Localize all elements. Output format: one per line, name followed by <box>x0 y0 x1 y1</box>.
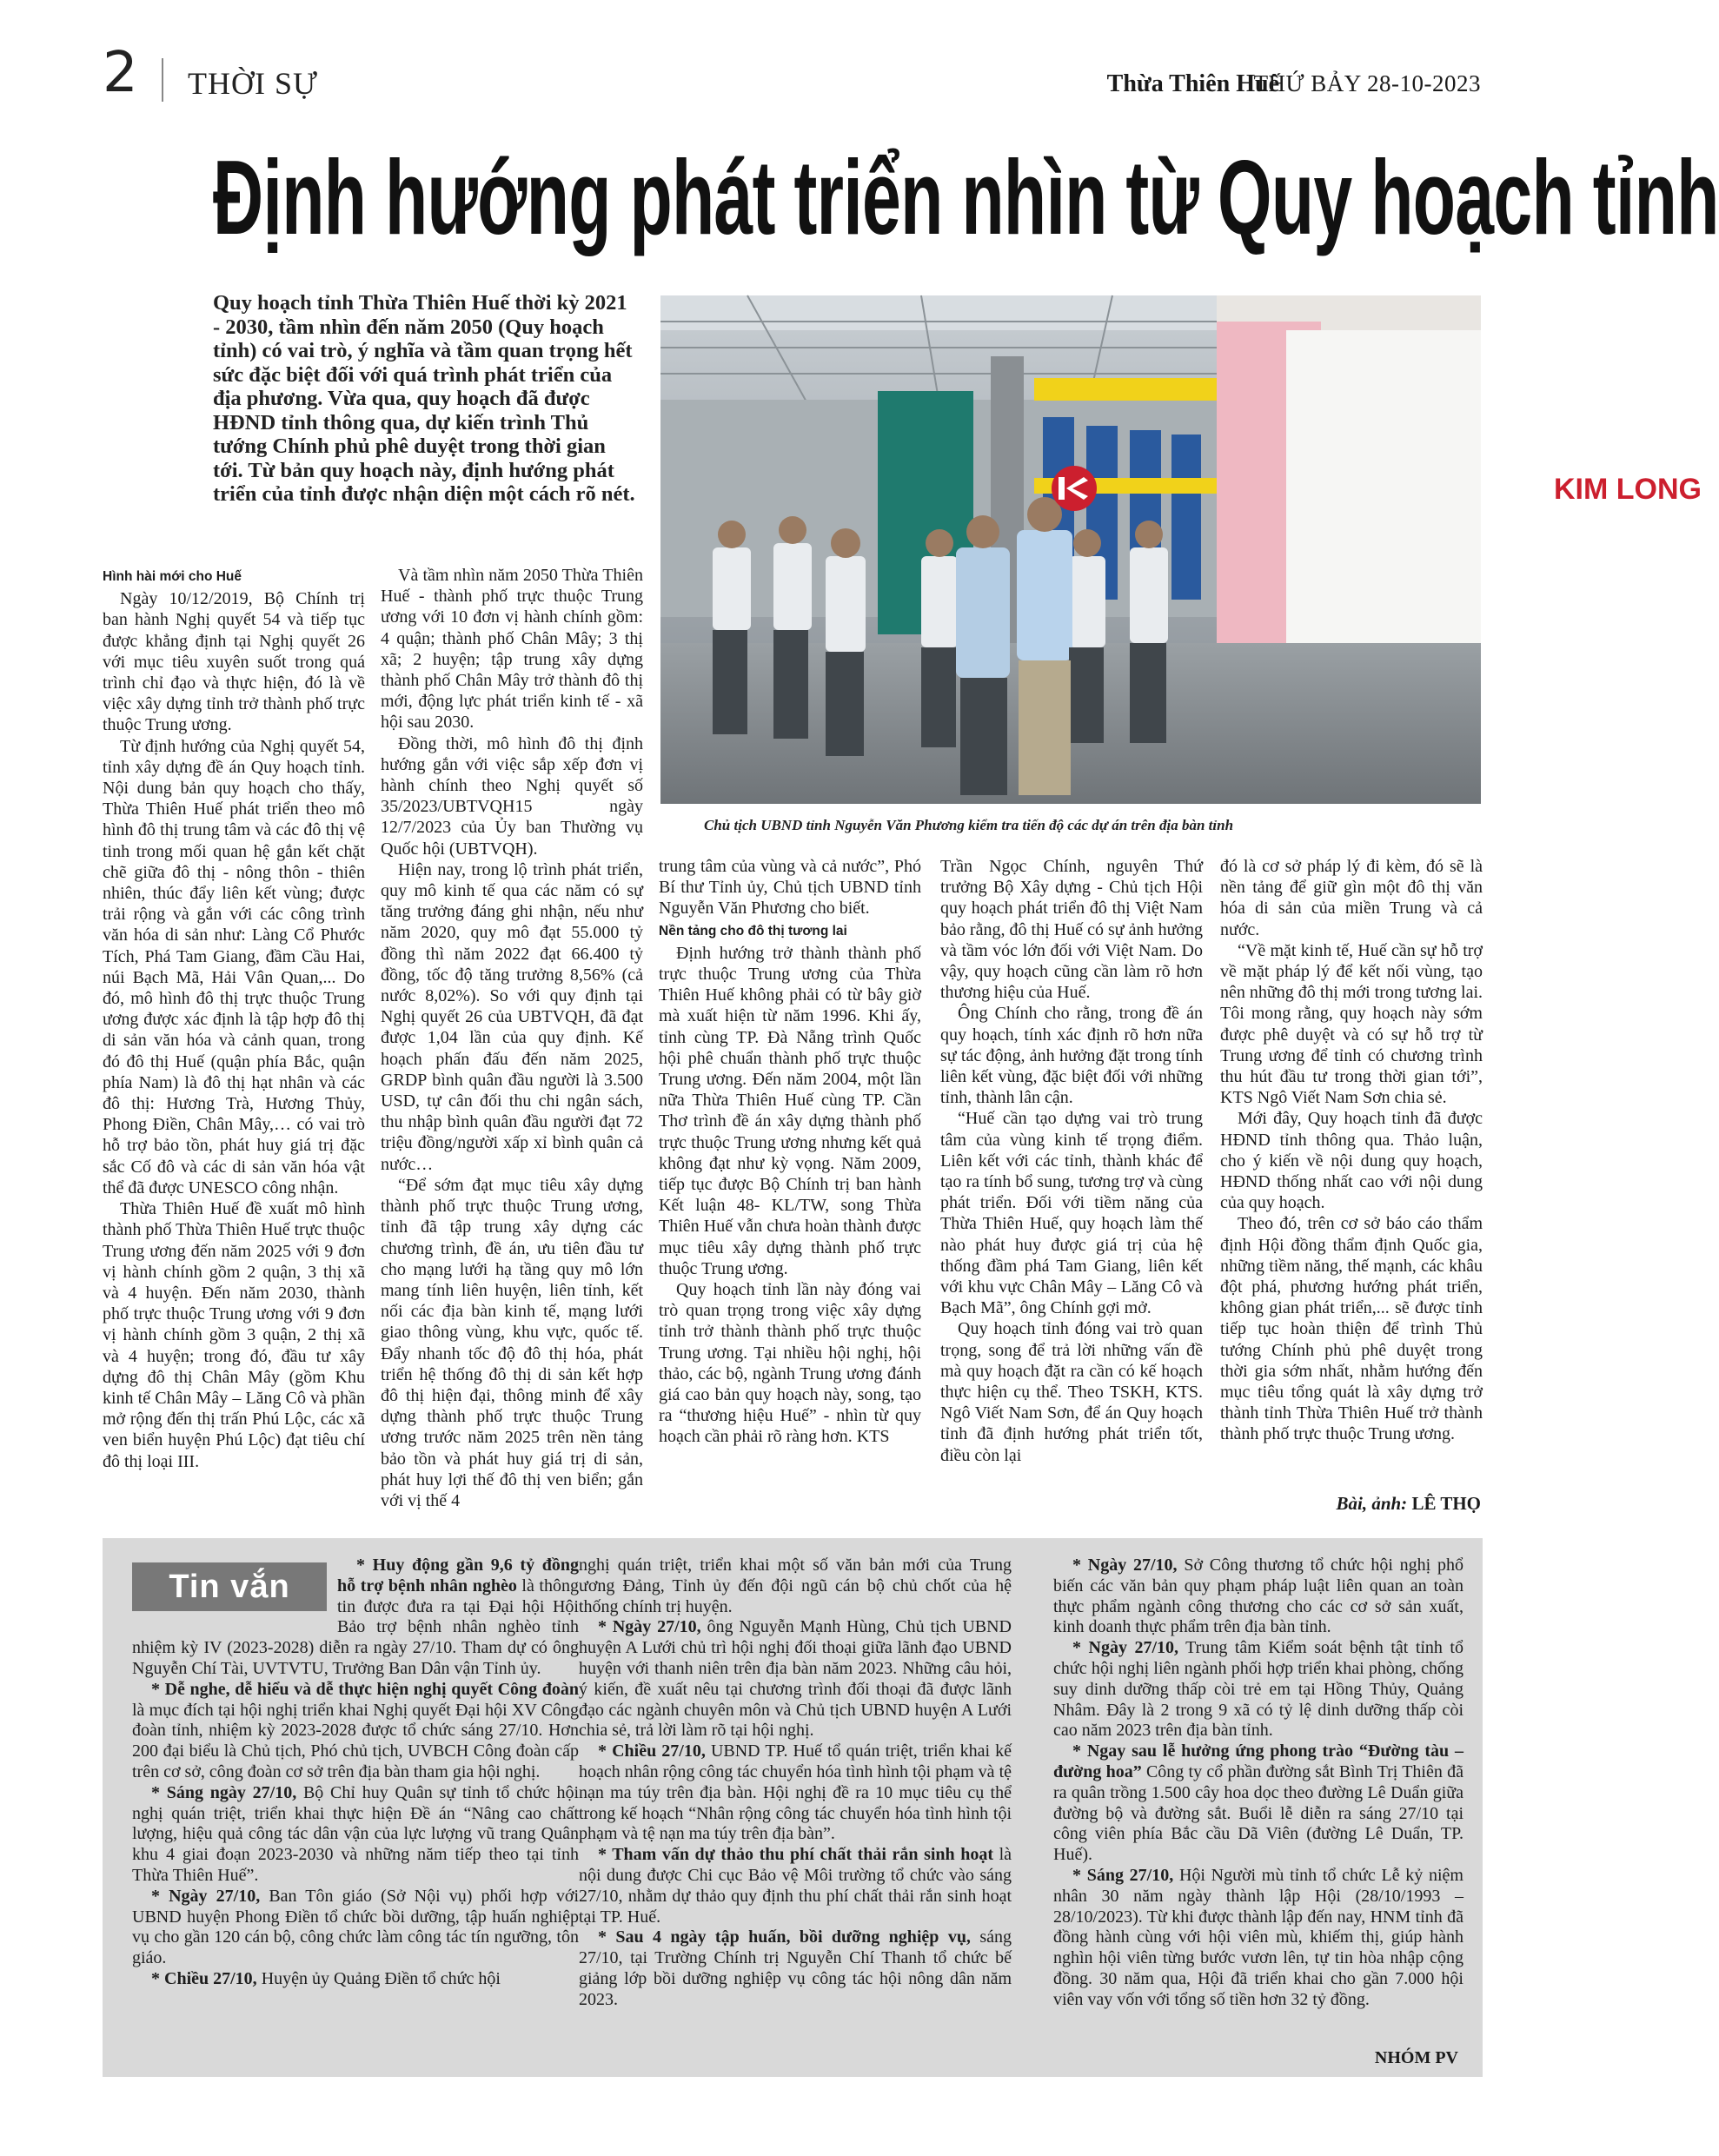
brief-item-lead: * Ngày 27/10, <box>151 1886 261 1906</box>
brief-item <box>132 1969 579 1990</box>
brief-item-text: Công ty cổ phần đường sắt Bình Trị Thiên đã ra quân trồng 1.500 cây hoa dọc theo đường Lê Duẩn giữa đường bộ và đường sắt. Buổi lễ diễn ra sáng 27/10 tại công viên phía Bắc cầu Dã Viên (đường Lê Duẩn, TP. Huế). <box>1053 1761 1463 1865</box>
paragraph: “Huế cần tạo dựng vai trò trung tâm của vùng kinh tế trọng điểm. Liên kết với các tỉnh, thành khác để tạo ra tính bổ sung, tương trợ và cùng phát triển. Đối với tiềm năng của Thừa Thiên Huế, quy hoạch làm thế nào phát huy được giá trị của hệ thống đầm phá Tam Giang, liên kết với khu vực Chân Mây – Lăng Cô và Bạch Mã”, ông Chính gợi mở. <box>940 1109 1203 1318</box>
brief-item-text: là mục đích tại hội nghị triển khai Nghị quyết Đại hội XV Công đoàn tỉnh, nhiệm kỳ 2023-2028 được tổ chức sáng 27/10. Hơn 200 đại biểu là Chủ tịch, Phó chủ tịch, UVBCH Công đoàn cấp trên cơ sở, công đoàn cơ sở trên địa bàn tham gia hội nghị. <box>132 1700 579 1781</box>
brief-item <box>579 1845 1012 1927</box>
brief-title: Tin vắn <box>169 1569 290 1605</box>
header-divider <box>162 58 163 102</box>
brief-item-text: Huyện ủy Quảng Điền tổ chức hội <box>256 1968 501 1988</box>
brief-item-lead: * Chiều 27/10, <box>151 1968 257 1988</box>
paragraph: trung tâm của vùng và cả nước”, Phó Bí thư Tỉnh ủy, Chủ tịch UBND tỉnh Nguyễn Văn Phương cho biết. <box>659 857 921 919</box>
brief-item <box>579 1927 1012 2010</box>
brief-column-1 <box>132 1556 579 1990</box>
brief-item-text: UBND TP. Huế tổ quán triệt, triển khai kế hoạch nhân rộng công tác chuyển hóa tình hình tội phạm và tệ nạn ma túy trên địa bàn. Hội nghị đề ra 10 mục tiêu cụ thể trong kế hoạch “Nhân rộng công tác chuyển hóa tình hình tội phạm và tệ nạn ma túy trên địa bàn”. <box>579 1741 1012 1844</box>
brief-item-lead: * Sau 4 ngày tập huấn, bồi dưỡng nghiệp vụ, <box>598 1927 971 1947</box>
brief-item-text: ông Nguyễn Mạnh Hùng, Chủ tịch UBND huyện A Lưới chủ trì hội nghị đối thoại giữa lãnh đạo UBND huyện với thanh niên trên địa bàn năm 2023. Những câu hỏi, ý kiến, đề xuất nêu tại chương trình đối thoại đã được lãnh đạo các ngành chuyên môn và Chủ tịch UBND huyện A Lưới chia sẻ, trả lời làm rõ tại hội nghị. <box>579 1617 1012 1741</box>
kim-long-sign: KIM LONG <box>1554 473 1702 506</box>
paragraph: “Về mặt kinh tế, Huế cần sự hỗ trợ về mặt pháp lý để kết nối vùng, tạo nên những đô thị mới trong tương lai. Tôi mong rằng, quy hoạch này sớm được phê duyệt và có sự hỗ trợ từ Trung ương để tỉnh có chương trình thu hút đầu tư trong thời gian tới”, KTS Ngô Viết Nam Sơn chia sẻ. <box>1220 940 1483 1108</box>
brief-item <box>132 1887 579 1969</box>
section-name: THỜI SỰ <box>188 66 318 101</box>
paragraph: đó là cơ sở pháp lý đi kèm, đó sẽ là nền tảng để giữ gìn một đô thị văn hóa di sản của miền Trung và cả nước. <box>1220 857 1483 939</box>
paragraph: Mới đây, Quy hoạch tỉnh đã được HĐND tỉnh thông qua. Thảo luận, cho ý kiến về nội dung quy hoạch, HĐND thống nhất cao với nội dung của quy hoạch. <box>1220 1109 1483 1213</box>
headline: Định hướng phát triển nhìn từ Quy hoạch tỉnh <box>213 138 1719 256</box>
kim-long-logo-icon <box>1052 466 1097 511</box>
brief-item-lead: * Chiều 27/10, <box>598 1741 706 1761</box>
page-header <box>103 41 1481 109</box>
brief-item-lead: * Tham vấn dự thảo thu phí chất thải rắn sinh hoạt <box>598 1845 994 1865</box>
brief-item <box>579 1556 1012 1617</box>
paragraph: Và tầm nhìn năm 2050 Thừa Thiên Huế - thành phố trực thuộc Trung ương với 10 đơn vị hành chính gồm: 4 quận; thành phố Chân Mây; 3 thị xã; 2 huyện; tập trung xây dựng thành phố Chân Mây trở thành đô thị mới, động lực phát triển kinh tế - xã hội sau 2030. <box>381 566 643 733</box>
paragraph: Đồng thời, mô hình đô thị định hướng gắn với việc sắp xếp đơn vị hành chính theo Nghị quyết số 35/2023/UBTVQH15 ngày 12/7/2023 của Ủy ban Thường vụ Quốc hội (UBTVQH). <box>381 733 643 859</box>
brief-item-text: nghị quán triệt, triển khai một số văn bản mới của Trung ương Đảng, Tỉnh ủy đến đội ngũ cán bộ chủ chốt của hệ thống chính trị huyện. <box>579 1556 1012 1616</box>
issue-date: THỨ BẢY 28-10-2023 <box>1253 70 1481 96</box>
article-column-3 <box>659 856 921 1448</box>
brief-title-tag <box>132 1562 327 1611</box>
brief-item-lead: * Dễ nghe, dễ hiểu và dễ thực hiện nghị quyết Công đoàn <box>151 1679 579 1699</box>
brief-item <box>1053 1866 1463 2011</box>
brief-item <box>579 1617 1012 1741</box>
brief-item-lead: * Ngày 27/10, <box>1072 1638 1178 1658</box>
brief-item-text: là nội dung được Chi cục Bảo vệ Môi trường tổ chức vào sáng 27/10, nhằm dự thảo quy định thu phí chất thải rắn sinh hoạt tại TP. Huế. <box>579 1845 1012 1927</box>
paragraph: Từ định hướng của Nghị quyết 54, tỉnh xây dựng đề án Quy hoạch tỉnh. Nội dung bản quy hoạch cho thấy, Thừa Thiên Huế phát triển theo mô hình đô thị trung tâm và các đô thị vệ tinh trong mối quan hệ gắn kết chặt chẽ giữa đô thị - nông thôn - thiên nhiên, thúc đẩy liên kết vùng; được trải rộng và gắn với các công trình văn hóa di sản như: Làng Cổ Phước Tích, Phá Tam Giang, đầm Cầu Hai, núi Bạch Mã, Hải Vân Quan,... Do đó, mô hình đô thị trực thuộc Trung ương được xác định là tập hợp đô thị di sản văn hóa và cảnh quan, trong đó đô thị Huế (quận phía Bắc, quận phía Nam) là đô thị hạt nhân và các đô thị: Hương Trà, Hương Thủy, Phong Điền, Chân Mây,… có vai trò hỗ trợ bảo tồn, phát huy giá trị đặc sắc Cố đô và các di sản văn hóa vật thể đã được UNESCO công nhận. <box>103 736 365 1197</box>
subheading: Hình hài mới cho Huế <box>103 569 242 584</box>
paragraph: Hiện nay, trong lộ trình phát triển, quy mô kinh tế qua các năm có sự tăng trưởng đáng ghi nhận, nếu như năm 2020, quy mô đạt 55.000 tỷ đồng thì năm 2022 đạt 66.400 tỷ đồng, tốc độ tăng trưởng 8,56% (cả nước 8,02%). So với quy định tại Nghị quyết 26 của UBTVQH, đã đạt được 1,04 lần của quy định. Kế hoạch phấn đấu đến năm 2025, GRDP bình quân đầu người là 3.500 USD, tự cân đối thu chi ngân sách, thu nhập bình quân đầu người đạt 72 triệu đồng/người xấp xỉ bình quân cả nước… <box>381 859 643 1174</box>
paragraph: Thừa Thiên Huế đề xuất mô hình thành phố Thừa Thiên Huế trực thuộc Trung ương đến năm 2025 với 9 đơn vị hành chính gồm 2 quận, 3 thị xã và 4 huyện. Đến năm 2030, thành phố trực thuộc Trung ương với 9 đơn vị hành chính gồm 3 quận, 2 thị xã và 4 huyện; trong đó, đầu tư xây dựng đô thị Chân Mây (gồm Khu kinh tế Chân Mây – Lăng Cô và phần mở rộng đến thị trấn Phú Lộc, các xã ven biển huyện Phú Lộc) đạt tiêu chí đô thị loại III. <box>103 1199 365 1471</box>
article-column-2 <box>381 565 643 1511</box>
paragraph: Quy hoạch tỉnh lần này đóng vai trò quan trọng trong việc xây dựng tỉnh trở thành thành phố trực thuộc Trung ương. Tại nhiều hội nghị, hội thảo, các bộ, ngành Trung ương đánh giá cao bản quy hoạch này, song, tạo ra “thương hiệu Huế” - nhìn từ quy hoạch cần phải rõ ràng hơn. KTS <box>659 1280 921 1447</box>
brief-item-lead: * Ngay sau lễ hưởng ứng phong trào “Đường tàu – đường hoa” <box>1053 1741 1463 1781</box>
page-number: 2 <box>103 41 138 105</box>
brief-item <box>132 1680 579 1783</box>
paragraph: Quy hoạch tỉnh đóng vai trò quan trọng, song để trả lời những vấn đề mà quy hoạch đặt ra cần có kế hoạch thực hiện cụ thể. Theo TSKH, KTS. Ngô Viết Nam Sơn, để án Quy hoạch tỉnh đã định hướng phát triển tốt, điều còn lại <box>940 1319 1203 1465</box>
article-column-4 <box>940 856 1203 1466</box>
brief-item <box>132 1783 579 1887</box>
brief-item <box>1053 1556 1463 1638</box>
newspaper-name: Thừa Thiên Huế <box>1106 70 1279 97</box>
paragraph: Theo đó, trên cơ sở báo cáo thẩm định Hội đồng thẩm định Quốc gia, những tiềm năng, thế mạnh, các khâu đột phá, phương hướng phát triển, không gian phát triển,... sẽ được tỉnh tiếp tục hoàn thiện để trình Thủ tướng Chính phủ phê duyệt trong thời gia sớm nhất, nhằm hướng đến mục tiêu tổng quát là xây dựng trở thành tỉnh Thừa Thiên Huế trở thành thành phố trực thuộc Trung ương. <box>1220 1214 1483 1444</box>
brief-item <box>1053 1741 1463 1866</box>
paragraph: Định hướng trở thành thành phố trực thuộc Trung ương của Thừa Thiên Huế không phải có từ bây giờ mà xuất hiện từ năm 1996. Khi ấy, tỉnh cùng TP. Đà Nẵng trình Quốc hội phê chuẩn thành phố trực thuộc Trung ương. Đến năm 2004, một lần nữa Thừa Thiên Huế cùng TP. Cần Thơ trình đề án xây dựng thành phố trực thuộc Trung ương nhưng kết quả không đạt như kỳ vọng. Năm 2009, tiếp tục được Bộ Chính trị ban hành Kết luận 48- KL/TW, song Thừa Thiên Huế vẫn chưa hoàn thành được mục tiêu xây dựng thành phố trực thuộc Trung ương. <box>659 943 921 1278</box>
brief-item-lead: * Ngày 27/10, <box>598 1617 701 1637</box>
brief-item-text: Bộ Chỉ huy Quân sự tỉnh tổ chức hội nghị quán triệt, triển khai thực hiện Đề án “Nâng cao chất lượng, hiệu quả công tác dân vận của lực lượng vũ trang Quân khu 4 giai đoạn 2023-2030 và những năm tiếp theo tại tỉnh Thừa Thiên Huế”. <box>132 1782 579 1885</box>
article-photo <box>660 295 1702 804</box>
brief-item <box>579 1741 1012 1845</box>
byline <box>1336 1493 1481 1515</box>
paragraph: Trần Ngọc Chính, nguyên Thứ trưởng Bộ Xây dựng - Chủ tịch Hội quy hoạch phát triển đô thị Việt Nam bảo rằng, đô thị Huế có sự ảnh hưởng và tầm vóc lớn đối với Việt Nam. Do vậy, quy hoạch cũng cần làm rõ hơn thương hiệu của Huế. <box>940 857 1203 1003</box>
news-brief-box <box>103 1538 1483 2077</box>
brief-item-text: là thông tin được đưa ra tại Đại hội Hội Bảo trợ bệnh nhân nghèo tỉnh nhiệm kỳ IV (2023-2028) diễn ra ngày 27/10. Tham dự có ông Nguyễn Chí Tài, UVTVTU, Trưởng Ban Dân vận Tỉnh ủy. <box>132 1576 579 1678</box>
paragraph: “Để sớm đạt mục tiêu xây dựng thành phố trực thuộc Trung ương, tỉnh đã tập trung xây dựng các chương trình, đề án, ưu tiên đầu tư cho mạng lưới hạ tầng quy mô lớn mang tính liên huyện, liên tỉnh, kết nối các địa bàn kinh tế, mạng lưới giao thông vùng, khu vực, quốc tế. Đẩy nhanh tốc độ đô thị hóa, phát triển hệ thống đô thị di sản kết hợp đô thị hiện đại, thông minh để xây dựng thành phố trực thuộc Trung ương trước năm 2025 trên nền tảng bảo tồn và phát huy giá trị di sản, phát huy lợi thế đô thị ven biển; gắn với vị thế 4 <box>381 1175 643 1510</box>
brief-item-lead: * Huy động gần 9,6 tỷ đồng hỗ trợ bệnh nhân nghèo <box>337 1556 579 1595</box>
brief-item <box>1053 1638 1463 1741</box>
brief-item-lead: * Ngày 27/10, <box>1072 1556 1178 1575</box>
brief-item-lead: * Sáng 27/10, <box>1072 1865 1174 1885</box>
brief-signature: NHÓM PV <box>1374 2048 1458 2067</box>
article-column-5 <box>1220 856 1483 1445</box>
article-column-1 <box>103 565 365 1472</box>
brief-item-text: Sở Công thương tổ chức hội nghị phổ biến các văn bản quy phạm pháp luật liên quan an toàn thực phẩm ngành công thương cho các cơ sở sản xuất, kinh doanh thực phẩm trên địa bàn tỉnh. <box>1053 1556 1463 1637</box>
photo-caption: Chủ tịch UBND tỉnh Nguyễn Văn Phương kiểm tra tiến độ các dự án trên địa bàn tỉnh <box>704 817 1234 833</box>
byline-author: LÊ THỌ <box>1411 1493 1481 1514</box>
paragraph: Ngày 10/12/2019, Bộ Chính trị ban hành Nghị quyết 54 và tiếp tục được khẳng định tại Nghị quyết 26 với mục tiêu xuyên suốt trong quá trình chỉ đạo và thực hiện, đó là về việc xây dựng tỉnh trở thành phố trực thuộc Trung ương. <box>103 589 365 735</box>
factory-visit-illustration <box>660 295 1702 804</box>
subheading: Nền tảng cho đô thị tương lai <box>659 923 847 939</box>
brief-column-3 <box>1053 1556 1463 2011</box>
paragraph: Ông Chính cho rằng, trong đề án quy hoạch, tính xác định rõ hơn nữa sự tác động, ảnh hưởng đặt trong tính liên kết vùng, đặc biệt đối với những tỉnh, thành lân cận. <box>940 1004 1203 1108</box>
brief-item-text: Hội Người mù tỉnh tổ chức Lễ kỷ niệm nhân 30 năm ngày thành lập Hội (28/10/1993 – 28/10/2023). Từ khi được thành lập đến nay, HNM tỉnh đã đồng hành cùng với hội viên mù, khiếm thị, giúp hành nghìn hội viên từng bước vươn lên, tự tin hòa nhập cộng đồng. 30 năm qua, Hội đã triển khai cho gần 7.000 hội viên vay vốn với tổng số tiền hơn 32 tỷ đồng. <box>1053 1865 1463 2009</box>
brief-item-lead: * Sáng ngày 27/10, <box>151 1782 297 1802</box>
brief-item-text: sáng 27/10, tại Trường Chính trị Nguyễn Chí Thanh tổ chức bế giảng lớp bồi dưỡng nghiệp vụ công tác hội nông dân năm 2023. <box>579 1927 1012 2009</box>
brief-item-text: Trung tâm Kiểm soát bệnh tật tỉnh tổ chức hội nghị liên ngành phối hợp triển khai phòng, chống suy dinh dưỡng thấp còi trẻ em tại Hồng Thủy, Quảng Nhâm. Đây là 2 trong 9 xã có tỷ lệ dinh dưỡng thấp còi cao năm 2023 trên địa bàn tỉnh. <box>1053 1638 1463 1741</box>
brief-item-text: Ban Tôn giáo (Sở Nội vụ) phối hợp với UBND huyện Phong Điền tổ chức bồi dưỡng, tập huấn nghiệp vụ cho gần 120 cán bộ, công chức làm công tác tín ngưỡng, tôn giáo. <box>132 1886 579 1968</box>
lead-paragraph: Quy hoạch tỉnh Thừa Thiên Huế thời kỳ 2021 - 2030, tầm nhìn đến năm 2050 (Quy hoạch tỉnh) có vai trò, ý nghĩa và tầm quan trọng hết sức đặc biệt đối với quá trình phát triển của địa phương. Vừa qua, quy hoạch đã được HĐND tỉnh thông qua, dự kiến trình Thủ tướng Chính phủ phê duyệt trong thời gian tới. Từ bản quy hoạch này, định hướng phát triển của tỉnh được nhận diện một cách rõ nét. <box>213 291 635 506</box>
brief-column-2 <box>579 1556 1012 2011</box>
byline-label: Bài, ảnh: <box>1336 1493 1408 1514</box>
